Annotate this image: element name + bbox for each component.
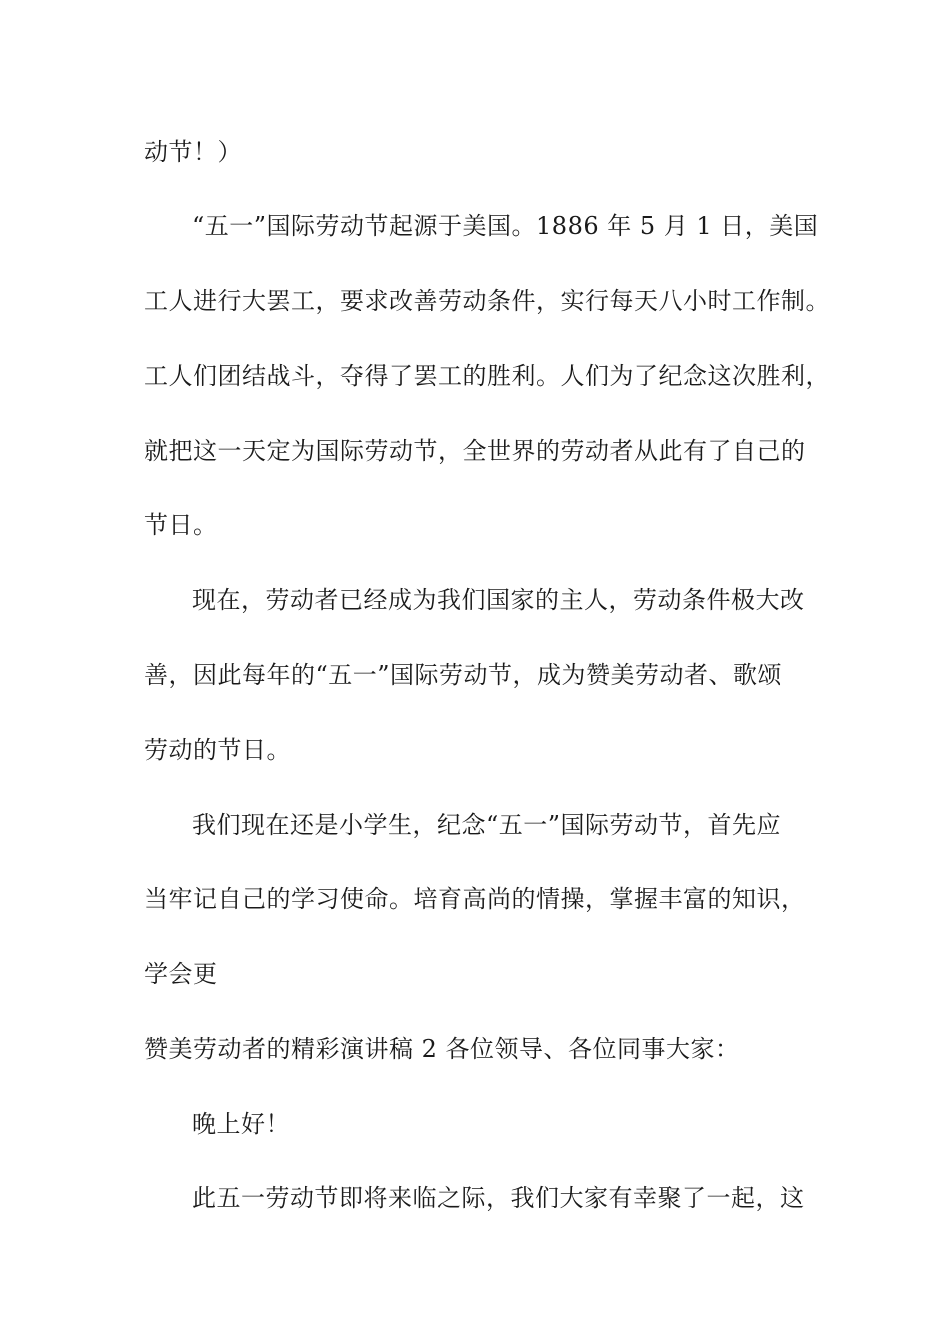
- paragraph-start-line: “五一”国际劳动节起源于美国。1886 年 5 月 1 日，美国: [192, 212, 819, 240]
- text-line: 当牢记自己的学习使命。培育高尚的情操，掌握丰富的知识，: [144, 885, 806, 913]
- paragraph-start-line: 现在，劳动者已经成为我们国家的主人，劳动条件极大改: [192, 586, 805, 614]
- text-line: 动节！）: [144, 138, 242, 166]
- text-line: 学会更: [144, 960, 218, 988]
- greeting-line: 晚上好！: [192, 1110, 290, 1138]
- heading-line: 赞美劳动者的精彩演讲稿 2 各位领导、各位同事大家：: [144, 1035, 740, 1063]
- text-line: 节日。: [144, 511, 218, 539]
- paragraph-start-line: 此五一劳动节即将来临之际，我们大家有幸聚了一起，这: [192, 1184, 805, 1212]
- text-line: 劳动的节日。: [144, 736, 291, 764]
- text-line: 善，因此每年的“五一”国际劳动节，成为赞美劳动者、歌颂: [144, 661, 783, 689]
- text-line: 就把这一天定为国际劳动节，全世界的劳动者从此有了自己的: [144, 437, 806, 465]
- text-line: 工人进行大罢工，要求改善劳动条件，实行每天八小时工作制。: [144, 287, 830, 315]
- paragraph-start-line: 我们现在还是小学生，纪念“五一”国际劳动节，首先应: [192, 811, 782, 839]
- text-line: 工人们团结战斗，夺得了罢工的胜利。人们为了纪念这次胜利，: [144, 362, 830, 390]
